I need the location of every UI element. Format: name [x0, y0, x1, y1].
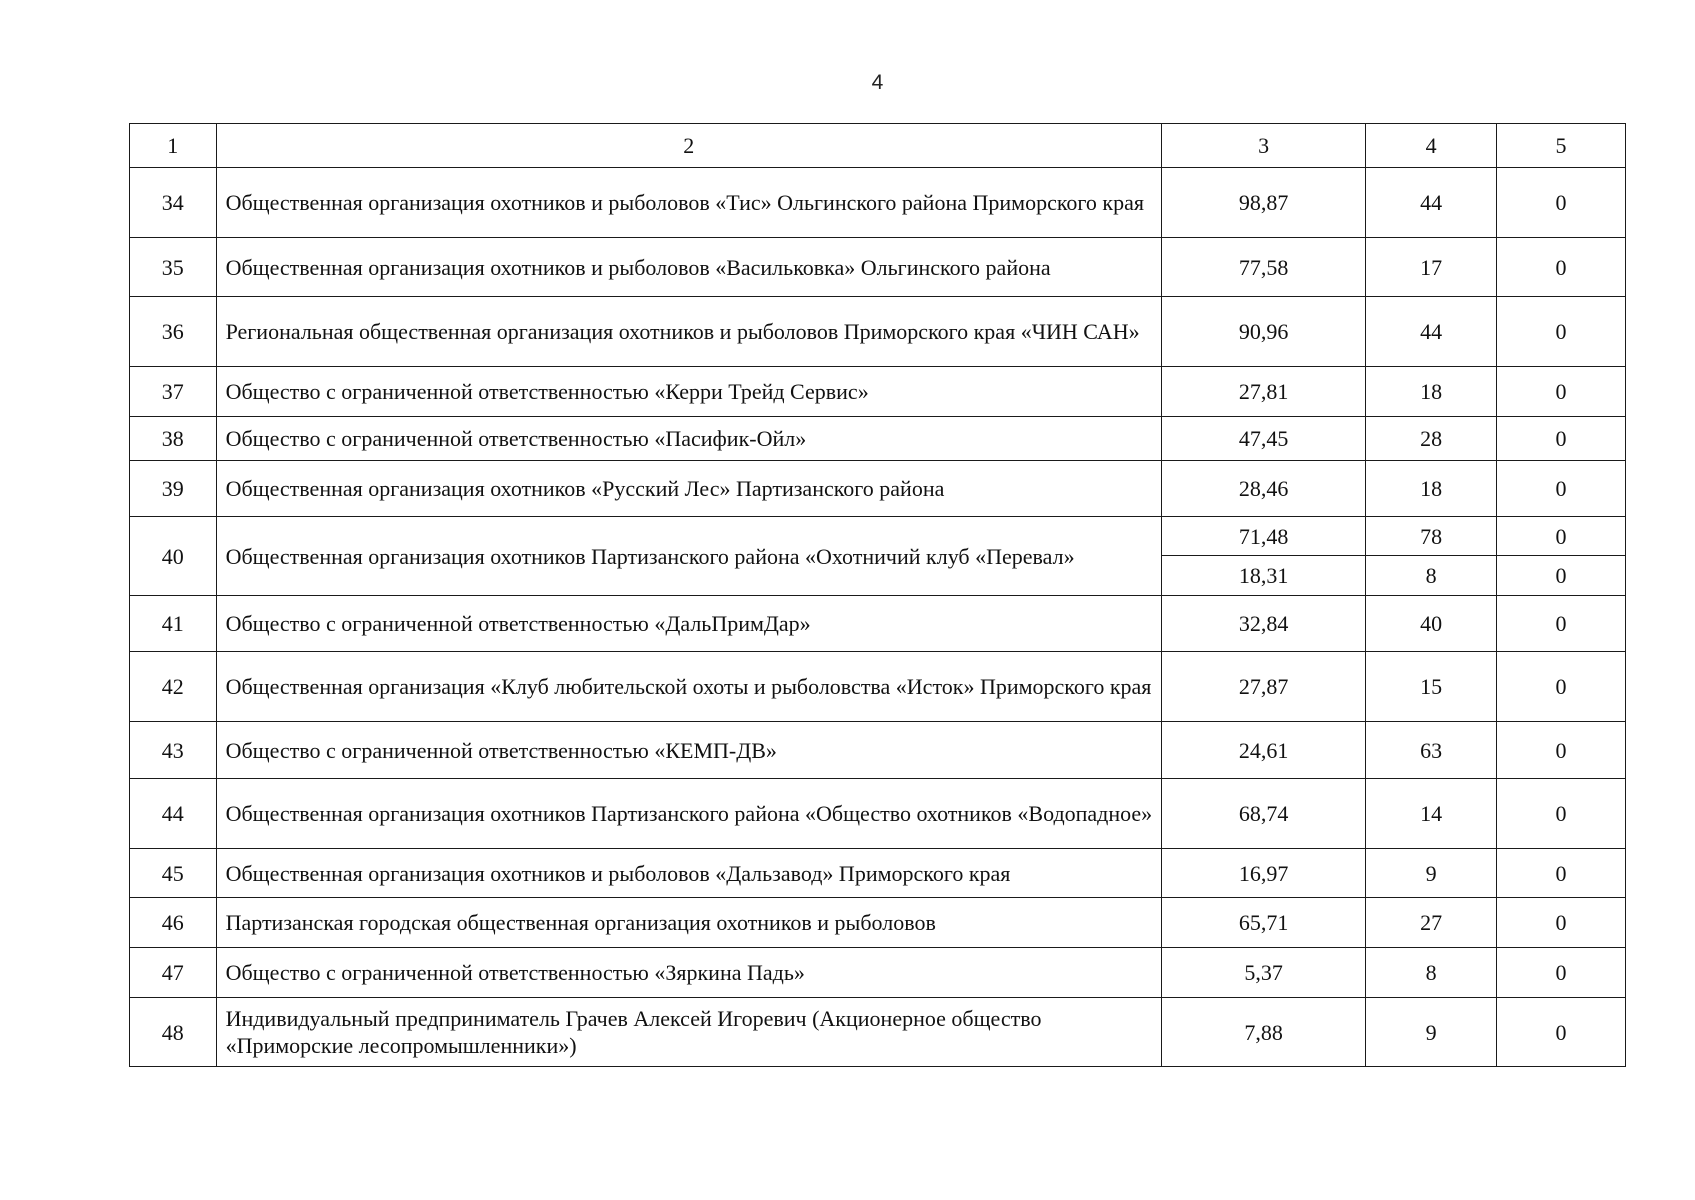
column-3-value-cell: 24,61 — [1161, 722, 1365, 779]
column-3-value-cell: 47,45 — [1161, 417, 1365, 461]
organization-name-cell: Общество с ограниченной ответственностью «ДальПримДар» — [216, 596, 1161, 652]
column-4-value-cell: 44 — [1366, 168, 1497, 238]
column-5-value-cell: 0 — [1497, 948, 1626, 998]
table-row — [130, 238, 1626, 297]
column-4-value-cell: 8 — [1366, 556, 1497, 596]
organization-name-cell: Общественная организация «Клуб любительской охоты и рыболовства «Исток» Приморского края — [216, 652, 1161, 722]
organization-name-cell: Общественная организация охотников «Русский Лес» Партизанского района — [216, 461, 1161, 517]
column-5-value-cell: 0 — [1497, 596, 1626, 652]
column-3-value-cell: 7,88 — [1161, 998, 1365, 1067]
column-5-value-cell: 0 — [1497, 722, 1626, 779]
column-3-value-cell: 27,81 — [1161, 367, 1365, 417]
row-number-cell: 39 — [130, 461, 217, 517]
column-4-value-cell: 40 — [1366, 596, 1497, 652]
table-row — [130, 849, 1626, 898]
column-3-value-cell: 28,46 — [1161, 461, 1365, 517]
column-4-value-cell: 15 — [1366, 652, 1497, 722]
row-number-cell: 40 — [130, 517, 217, 596]
row-number-cell: 47 — [130, 948, 217, 998]
column-5-value-cell: 0 — [1497, 849, 1626, 898]
table-row — [130, 517, 1626, 556]
header-cell-3: 3 — [1161, 124, 1365, 168]
column-4-value-cell: 27 — [1366, 898, 1497, 948]
row-number-cell: 43 — [130, 722, 217, 779]
row-number-cell: 42 — [130, 652, 217, 722]
column-5-value-cell: 0 — [1497, 461, 1626, 517]
organization-name-cell: Общественная организация охотников и рыболовов «Васильковка» Ольгинского района — [216, 238, 1161, 297]
column-5-value-cell: 0 — [1497, 779, 1626, 849]
row-number-cell: 46 — [130, 898, 217, 948]
organization-name-cell: Партизанская городская общественная организация охотников и рыболовов — [216, 898, 1161, 948]
table-row — [130, 779, 1626, 849]
organization-name-cell: Общественная организация охотников и рыболовов «Тис» Ольгинского района Приморского края — [216, 168, 1161, 238]
column-3-value-cell: 90,96 — [1161, 297, 1365, 367]
header-cell-1: 1 — [130, 124, 217, 168]
column-4-value-cell: 9 — [1366, 998, 1497, 1067]
organization-name-cell: Общество с ограниченной ответственностью «КЕМП-ДВ» — [216, 722, 1161, 779]
row-number-cell: 44 — [130, 779, 217, 849]
column-5-value-cell: 0 — [1497, 417, 1626, 461]
table-row — [130, 898, 1626, 948]
table-row — [130, 297, 1626, 367]
organization-name-cell: Общественная организация охотников Партизанского района «Охотничий клуб «Перевал» — [216, 517, 1161, 596]
row-number-cell: 35 — [130, 238, 217, 297]
column-5-value-cell: 0 — [1497, 297, 1626, 367]
table-row — [130, 596, 1626, 652]
column-4-value-cell: 44 — [1366, 297, 1497, 367]
organization-name-cell: Общество с ограниченной ответственностью «Зяркина Падь» — [216, 948, 1161, 998]
column-5-value-cell: 0 — [1497, 652, 1626, 722]
column-4-value-cell: 18 — [1366, 367, 1497, 417]
organization-name-cell: Общество с ограниченной ответственностью «Керри Трейд Сервис» — [216, 367, 1161, 417]
table-row — [130, 367, 1626, 417]
column-5-value-cell: 0 — [1497, 898, 1626, 948]
column-3-value-cell: 68,74 — [1161, 779, 1365, 849]
column-5-value-cell: 0 — [1497, 238, 1626, 297]
column-3-value-cell: 32,84 — [1161, 596, 1365, 652]
row-number-cell: 37 — [130, 367, 217, 417]
organization-name-cell: Региональная общественная организация охотников и рыболовов Приморского края «ЧИН САН» — [216, 297, 1161, 367]
header-cell-4: 4 — [1366, 124, 1497, 168]
table-row — [130, 998, 1626, 1067]
column-3-value-cell: 16,97 — [1161, 849, 1365, 898]
table-row — [130, 461, 1626, 517]
row-number-cell: 41 — [130, 596, 217, 652]
column-4-value-cell: 18 — [1366, 461, 1497, 517]
page-number: 4 — [871, 71, 884, 94]
column-4-value-cell: 28 — [1366, 417, 1497, 461]
organization-name-cell: Общественная организация охотников Партизанского района «Общество охотников «Водопадное» — [216, 779, 1161, 849]
column-5-value-cell: 0 — [1497, 556, 1626, 596]
header-cell-5: 5 — [1497, 124, 1626, 168]
organization-name-cell: Общество с ограниченной ответственностью «Пасифик-Ойл» — [216, 417, 1161, 461]
row-number-cell: 36 — [130, 297, 217, 367]
table-row — [130, 722, 1626, 779]
column-3-value-cell: 71,48 — [1161, 517, 1365, 556]
table-row — [130, 652, 1626, 722]
organization-name-cell: Индивидуальный предприниматель Грачев Алексей Игоревич (Акционерное общество «Приморские лесопромышленники») — [216, 998, 1161, 1067]
column-3-value-cell: 18,31 — [1161, 556, 1365, 596]
column-3-value-cell: 27,87 — [1161, 652, 1365, 722]
row-number-cell: 38 — [130, 417, 217, 461]
header-row — [130, 124, 1626, 168]
column-3-value-cell: 5,37 — [1161, 948, 1365, 998]
table-row — [130, 168, 1626, 238]
header-cell-2: 2 — [216, 124, 1161, 168]
column-4-value-cell: 14 — [1366, 779, 1497, 849]
column-4-value-cell: 78 — [1366, 517, 1497, 556]
column-3-value-cell: 98,87 — [1161, 168, 1365, 238]
organization-name-cell: Общественная организация охотников и рыболовов «Дальзавод» Приморского края — [216, 849, 1161, 898]
column-5-value-cell: 0 — [1497, 367, 1626, 417]
column-4-value-cell: 17 — [1366, 238, 1497, 297]
column-4-value-cell: 63 — [1366, 722, 1497, 779]
data-table — [129, 123, 1626, 1067]
row-number-cell: 34 — [130, 168, 217, 238]
table-row — [130, 417, 1626, 461]
column-3-value-cell: 77,58 — [1161, 238, 1365, 297]
table-row — [130, 948, 1626, 998]
column-3-value-cell: 65,71 — [1161, 898, 1365, 948]
column-5-value-cell: 0 — [1497, 517, 1626, 556]
row-number-cell: 45 — [130, 849, 217, 898]
column-5-value-cell: 0 — [1497, 998, 1626, 1067]
row-number-cell: 48 — [130, 998, 217, 1067]
column-5-value-cell: 0 — [1497, 168, 1626, 238]
column-4-value-cell: 8 — [1366, 948, 1497, 998]
column-4-value-cell: 9 — [1366, 849, 1497, 898]
